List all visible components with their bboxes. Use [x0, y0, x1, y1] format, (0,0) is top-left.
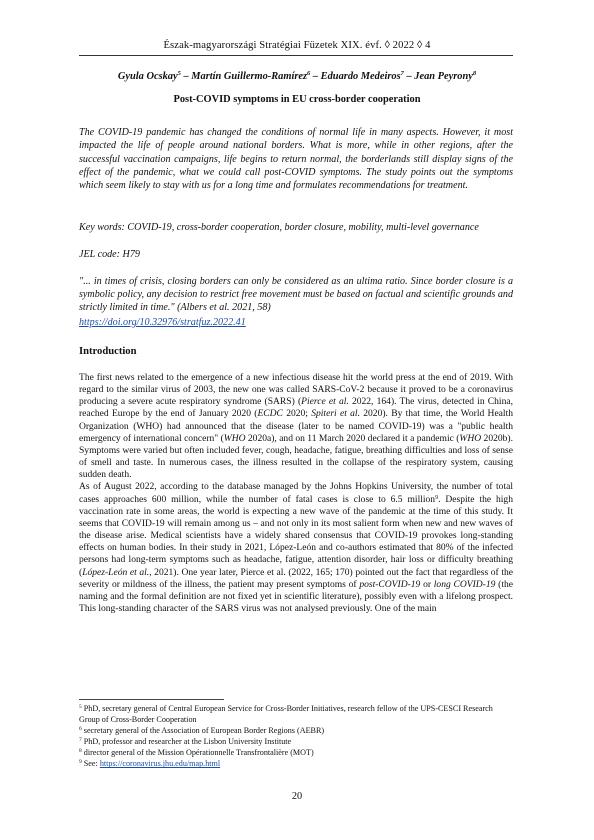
doi-link[interactable]: https://doi.org/10.32976/stratfuz.2022.41 — [79, 317, 246, 328]
body-text — [79, 372, 513, 615]
author-footnote-mark[interactable]: 7 — [400, 70, 404, 77]
term: post-COVID-19 — [359, 578, 421, 590]
keywords: Key words: COVID-19, cross-border cooperation, border closure, mobility, multi-level governance — [79, 222, 479, 233]
footnote: $^5$ PhD, secretary general of Central European Service for Cross-Border Initiatives, research fellow of the UPS-CESCI Research Group of Cross-Border Cooperation — [79, 704, 493, 725]
citation: WHO — [223, 432, 246, 444]
footnote: $^9$ See: https://coronavirus.jhu.edu/map.html — [79, 759, 221, 769]
author-line — [0, 71, 594, 82]
epigraph-quote: "... in times of crisis, closing borders can only be considered as an ultima ratio. Since border closure is a symbolic policy, any decision to restrict free movement must be based on factual and scientific grounds and strictly limited in time." (Albers et al. 2021, 58) — [79, 276, 513, 313]
citation: Spiteri et al. — [311, 408, 360, 420]
author-name: Jean Peyrony — [414, 71, 473, 82]
paragraph: As of August 2022, according to the database managed by the Johns Hopkins University, the number of total cases approaches 600 million, while the number of fatal cases is close to 6.5 million$^9$. Despite the high vaccination rate in some areas, the world is expecting a new wave of the pandemic at the time of this study. It seems that COVID-19 will remain among us – and not only in its most salient form when new and new waves of the disease arise. Medical scientists have a widely shared consensus that COVID-19 provokes long-standing effects on human bodies. In their study in 2021, López-León and co-authors estimated that 80% of the infected persons had long-term symptoms such as headache, fatigue, attention disorder, hair loss or difficulty breathing (López-León et al., 2021). One year later, Pierce et al. (2022, 165; 170) pointed out the fact that regardless of the severity or mildness of the illness, the patient may present symptoms of post-COVID-19 or long COVID-19 (the naming and the formal definition are not fixed yet in scientific literature), possibly even with a lifelong prospect. This long-standing character of the SARS virus was not analysed previously. One of the main — [79, 481, 513, 614]
author-separator: – — [403, 71, 415, 82]
paper-title: Post-COVID symptoms in EU cross-border cooperation — [173, 94, 421, 105]
term: long COVID-19 — [433, 578, 496, 590]
citation: Pierce et al. — [301, 396, 349, 408]
author-name: Martín Guillermo-Ramírez — [191, 71, 308, 82]
author-separator: – — [310, 71, 321, 82]
footnote: $^6$ secretary general of the Association of European Border Regions (AEBR) — [79, 726, 325, 736]
author-footnote-mark[interactable]: 8 — [472, 70, 477, 77]
author-separator: – — [180, 71, 192, 82]
author-name: Eduardo Medeiros — [320, 71, 401, 82]
running-head: Észak-magyarországi Stratégiai Füzetek XIX. évf. ◊ 2022 ◊ 4 — [163, 40, 431, 51]
header-rule — [79, 55, 513, 56]
citation: ECDC — [257, 408, 283, 420]
page-number: 20 — [291, 791, 303, 802]
footnote: $^8$ director general of the Mission Opérationnelle Transfrontalière (MOT) — [79, 748, 314, 758]
footnote-rule — [79, 699, 224, 700]
author-footnote-mark[interactable]: 5 — [177, 70, 181, 77]
author-footnote-mark[interactable]: 6 — [307, 70, 311, 77]
footnote-link[interactable]: https://coronavirus.jhu.edu/map.html — [99, 759, 221, 769]
abstract: The COVID-19 pandemic has changed the conditions of normal life in many aspects. However, it most impacted the life of people around national borders. What is more, while in other regions, after the successful vaccination campaigns, life begins to return normal, the borderlands still display signs of the effect of the pandemic, what we could call post-COVID symptoms. The study points out the symptoms which seem likely to stay with us for a long time and formulates recommendations for treatment. — [79, 127, 513, 192]
citation: López-León et al. — [82, 566, 150, 578]
paragraph: The first news related to the emergence of a new infectious disease hit the world press at the end of 2019. With regard to the similar virus of 2003, the new one was called SARS-CoV-2 because it proved to be a coronavirus producing a severe acute respiratory syndrome (SARS) (Pierce et al. 2022, 164). The virus, detected in China, reached Europe by the end of January 2020 (ECDC 2020; Spiteri et al. 2020). By that time, the World Health Organization (WHO) had announced that the disease (later to be named COVID-19) was a "public health emergency of international concern" (WHO 2020a), and on 11 March 2020 declared it a pandemic (WHO 2020b). Symptoms were varied but often included fever, cough, headache, fatigue, breathing difficulties and loss of sense of smell and taste. In numerous cases, the illness resulted in the collapse of the respiratory system, causing sudden death. — [79, 372, 513, 481]
footnotes — [79, 703, 513, 770]
author-name: Gyula Ocskay — [117, 71, 178, 82]
footnote: $^7$ PhD, professor and researcher at the Lisbon University Institute — [79, 737, 292, 747]
citation: WHO — [459, 432, 482, 444]
footnote-mark[interactable]: 9 — [435, 494, 439, 501]
jel-code: JEL code: H79 — [79, 249, 140, 260]
section-heading-introduction: Introduction — [79, 346, 137, 357]
